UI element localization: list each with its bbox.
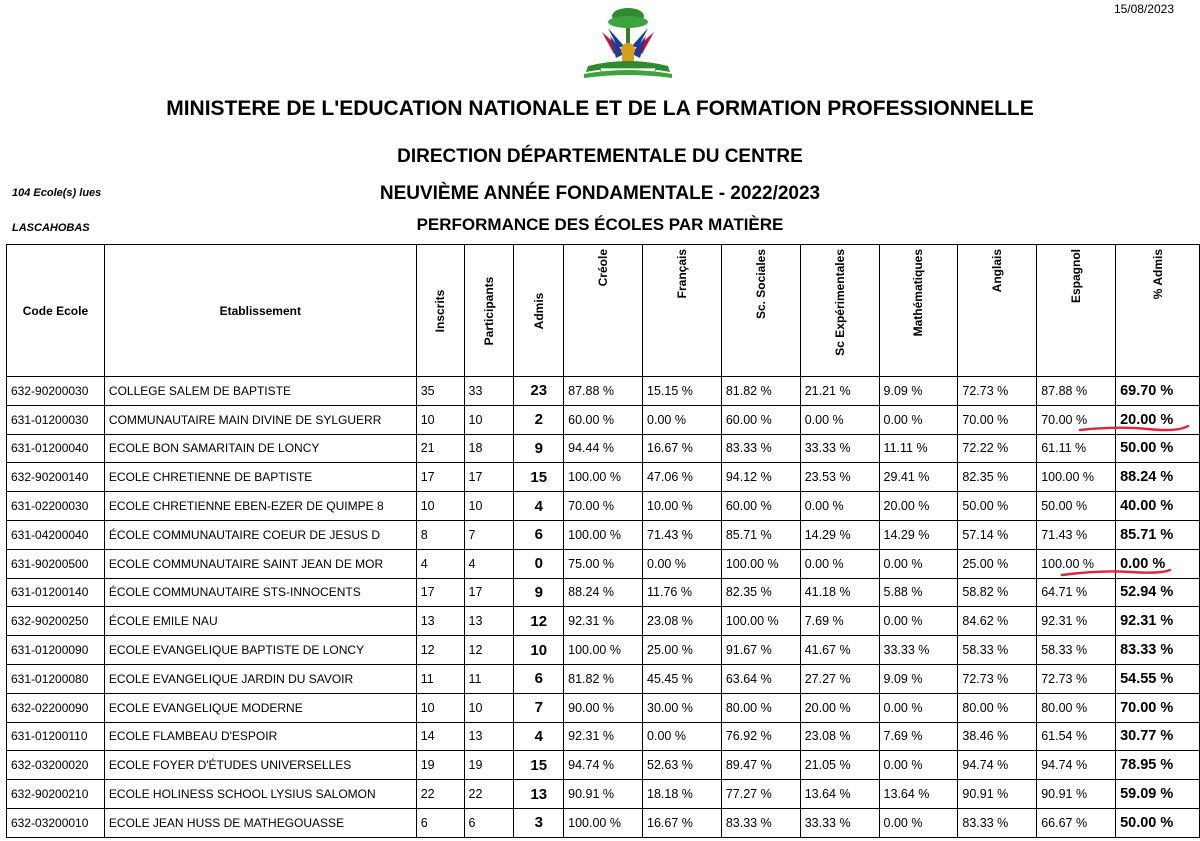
cell-sc-sociales: 89.47 % <box>721 751 800 780</box>
cell-mathematiques: 0.00 % <box>879 808 958 837</box>
col-header-anglais: Anglais <box>958 245 1037 377</box>
cell-participants: 18 <box>464 434 514 463</box>
cell-participants: 33 <box>464 377 514 406</box>
cell-sc-experimentales: 0.00 % <box>800 405 879 434</box>
cell-mathematiques: 7.69 % <box>879 722 958 751</box>
cell-mathematiques: 0.00 % <box>879 405 958 434</box>
cell-espagnol: 61.54 % <box>1037 722 1116 751</box>
cell-espagnol: 80.00 % <box>1037 693 1116 722</box>
cell-espagnol: 100.00 % <box>1037 549 1116 578</box>
cell-participants: 12 <box>464 636 514 665</box>
cell-pct-admis: 0.00 % <box>1116 549 1200 578</box>
cell-inscrits: 4 <box>416 549 464 578</box>
cell-participants: 11 <box>464 664 514 693</box>
table-row <box>7 636 1200 665</box>
cell-sc-sociales: 83.33 % <box>721 808 800 837</box>
direction-title: DIRECTION DÉPARTEMENTALE DU CENTRE <box>397 146 803 167</box>
col-header-code: Code Ecole <box>7 245 105 377</box>
cell-participants: 17 <box>464 578 514 607</box>
cell-anglais: 72.73 % <box>958 377 1037 406</box>
cell-participants: 10 <box>464 492 514 521</box>
cell-sc-experimentales: 33.33 % <box>800 434 879 463</box>
cell-anglais: 90.91 % <box>958 780 1037 809</box>
cell-etablissement: ECOLE COMMUNAUTAIRE SAINT JEAN DE MOR <box>104 549 416 578</box>
cell-francais: 25.00 % <box>643 636 722 665</box>
cell-code: 632-90200140 <box>7 463 105 492</box>
cell-mathematiques: 9.09 % <box>879 377 958 406</box>
cell-espagnol: 70.00 % <box>1037 405 1116 434</box>
cell-inscrits: 13 <box>416 607 464 636</box>
cell-francais: 30.00 % <box>643 693 722 722</box>
cell-participants: 7 <box>464 520 514 549</box>
cell-sc-experimentales: 0.00 % <box>800 549 879 578</box>
cell-admis: 2 <box>514 405 564 434</box>
cell-pct-admis: 85.71 % <box>1116 520 1200 549</box>
col-header-sc-experimentales: Sc Expérimentales <box>800 245 879 377</box>
cell-code: 631-01200080 <box>7 664 105 693</box>
cell-francais: 16.67 % <box>643 808 722 837</box>
cell-francais: 18.18 % <box>643 780 722 809</box>
table-row <box>7 434 1200 463</box>
cell-pct-admis: 70.00 % <box>1116 693 1200 722</box>
table-row <box>7 780 1200 809</box>
cell-mathematiques: 33.33 % <box>879 636 958 665</box>
cell-admis: 13 <box>514 780 564 809</box>
cell-admis: 15 <box>514 463 564 492</box>
col-header-creole: Créole <box>564 245 643 377</box>
cell-admis: 15 <box>514 751 564 780</box>
cell-creole: 81.82 % <box>564 664 643 693</box>
col-header-admis: Admis <box>514 245 564 377</box>
cell-etablissement: ÉCOLE EMILE NAU <box>104 607 416 636</box>
cell-pct-admis: 52.94 % <box>1116 578 1200 607</box>
cell-anglais: 84.62 % <box>958 607 1037 636</box>
level-year-title: NEUVIÈME ANNÉE FONDAMENTALE - 2022/2023 <box>379 183 821 204</box>
cell-etablissement: ECOLE FOYER D'ÉTUDES UNIVERSELLES <box>104 751 416 780</box>
cell-sc-sociales: 63.64 % <box>721 664 800 693</box>
cell-code: 632-03200020 <box>7 751 105 780</box>
cell-creole: 90.00 % <box>564 693 643 722</box>
table-row <box>7 549 1200 578</box>
cell-anglais: 72.22 % <box>958 434 1037 463</box>
cell-sc-sociales: 82.35 % <box>721 578 800 607</box>
cell-espagnol: 90.91 % <box>1037 780 1116 809</box>
cell-admis: 6 <box>514 520 564 549</box>
cell-sc-sociales: 60.00 % <box>721 405 800 434</box>
cell-espagnol: 92.31 % <box>1037 607 1116 636</box>
cell-participants: 17 <box>464 463 514 492</box>
cell-mathematiques: 14.29 % <box>879 520 958 549</box>
cell-espagnol: 66.67 % <box>1037 808 1116 837</box>
ministry-title: MINISTERE DE L'EDUCATION NATIONALE ET DE LA FORMATION PROFESSIONNELLE <box>166 97 1034 120</box>
cell-inscrits: 21 <box>416 434 464 463</box>
col-header-inscrits: Inscrits <box>416 245 464 377</box>
cell-admis: 4 <box>514 722 564 751</box>
cell-espagnol: 72.73 % <box>1037 664 1116 693</box>
cell-inscrits: 22 <box>416 780 464 809</box>
cell-etablissement: ECOLE EVANGELIQUE MODERNE <box>104 693 416 722</box>
cell-etablissement: ECOLE JEAN HUSS DE MATHEGOUASSE <box>104 808 416 837</box>
performance-table <box>6 244 1200 838</box>
cell-participants: 6 <box>464 808 514 837</box>
cell-anglais: 72.73 % <box>958 664 1037 693</box>
cell-anglais: 50.00 % <box>958 492 1037 521</box>
cell-espagnol: 100.00 % <box>1037 463 1116 492</box>
cell-etablissement: ECOLE HOLINESS SCHOOL LYSIUS SALOMON <box>104 780 416 809</box>
cell-participants: 22 <box>464 780 514 809</box>
cell-mathematiques: 5.88 % <box>879 578 958 607</box>
cell-code: 632-90200250 <box>7 607 105 636</box>
cell-etablissement: ECOLE CHRETIENNE EBEN-EZER DE QUIMPE 8 <box>104 492 416 521</box>
cell-admis: 3 <box>514 808 564 837</box>
cell-code: 632-02200090 <box>7 693 105 722</box>
cell-anglais: 58.33 % <box>958 636 1037 665</box>
table-row <box>7 492 1200 521</box>
cell-admis: 10 <box>514 636 564 665</box>
cell-sc-sociales: 100.00 % <box>721 549 800 578</box>
cell-inscrits: 10 <box>416 405 464 434</box>
cell-pct-admis: 54.55 % <box>1116 664 1200 693</box>
cell-francais: 45.45 % <box>643 664 722 693</box>
cell-etablissement: COLLEGE SALEM DE BAPTISTE <box>104 377 416 406</box>
cell-admis: 6 <box>514 664 564 693</box>
cell-mathematiques: 9.09 % <box>879 664 958 693</box>
cell-code: 631-01200040 <box>7 434 105 463</box>
cell-inscrits: 8 <box>416 520 464 549</box>
cell-code: 631-01200140 <box>7 578 105 607</box>
cell-admis: 9 <box>514 578 564 607</box>
cell-francais: 0.00 % <box>643 722 722 751</box>
haiti-coat-of-arms-icon <box>578 6 678 84</box>
annotation-underline-2 <box>1060 563 1172 579</box>
cell-participants: 13 <box>464 607 514 636</box>
table-row <box>7 377 1200 406</box>
col-header-sc-sociales: Sc. Sociales <box>721 245 800 377</box>
col-header-etablissement: Etablissement <box>104 245 416 377</box>
cell-espagnol: 94.74 % <box>1037 751 1116 780</box>
cell-creole: 88.24 % <box>564 578 643 607</box>
cell-anglais: 83.33 % <box>958 808 1037 837</box>
cell-francais: 0.00 % <box>643 405 722 434</box>
cell-mathematiques: 20.00 % <box>879 492 958 521</box>
cell-sc-sociales: 77.27 % <box>721 780 800 809</box>
cell-code: 631-02200030 <box>7 492 105 521</box>
cell-francais: 16.67 % <box>643 434 722 463</box>
cell-espagnol: 61.11 % <box>1037 434 1116 463</box>
cell-code: 632-90200030 <box>7 377 105 406</box>
table-row <box>7 808 1200 837</box>
cell-creole: 94.74 % <box>564 751 643 780</box>
annotation-underline-1 <box>1078 420 1190 436</box>
cell-code: 632-03200010 <box>7 808 105 837</box>
table-row <box>7 520 1200 549</box>
cell-pct-admis: 20.00 % <box>1116 405 1200 434</box>
cell-mathematiques: 29.41 % <box>879 463 958 492</box>
report-title: PERFORMANCE DES ÉCOLES PAR MATIÈRE <box>416 215 784 234</box>
cell-pct-admis: 50.00 % <box>1116 434 1200 463</box>
cell-sc-experimentales: 23.53 % <box>800 463 879 492</box>
cell-admis: 23 <box>514 377 564 406</box>
cell-sc-sociales: 80.00 % <box>721 693 800 722</box>
cell-mathematiques: 0.00 % <box>879 693 958 722</box>
cell-sc-experimentales: 41.18 % <box>800 578 879 607</box>
cell-sc-experimentales: 27.27 % <box>800 664 879 693</box>
cell-inscrits: 19 <box>416 751 464 780</box>
cell-sc-experimentales: 0.00 % <box>800 492 879 521</box>
cell-admis: 7 <box>514 693 564 722</box>
cell-code: 631-01200090 <box>7 636 105 665</box>
cell-sc-experimentales: 13.64 % <box>800 780 879 809</box>
cell-espagnol: 50.00 % <box>1037 492 1116 521</box>
col-header-pct-admis: % Admis <box>1116 245 1200 377</box>
cell-sc-experimentales: 20.00 % <box>800 693 879 722</box>
print-date: 15/08/2023 <box>1113 2 1174 16</box>
cell-francais: 52.63 % <box>643 751 722 780</box>
cell-creole: 60.00 % <box>564 405 643 434</box>
cell-francais: 10.00 % <box>643 492 722 521</box>
cell-pct-admis: 30.77 % <box>1116 722 1200 751</box>
cell-code: 631-90200500 <box>7 549 105 578</box>
table-row <box>7 463 1200 492</box>
cell-sc-sociales: 85.71 % <box>721 520 800 549</box>
cell-sc-experimentales: 7.69 % <box>800 607 879 636</box>
cell-inscrits: 11 <box>416 664 464 693</box>
cell-pct-admis: 40.00 % <box>1116 492 1200 521</box>
cell-espagnol: 87.88 % <box>1037 377 1116 406</box>
cell-anglais: 80.00 % <box>958 693 1037 722</box>
cell-etablissement: ECOLE BON SAMARITAIN DE LONCY <box>104 434 416 463</box>
cell-sc-sociales: 60.00 % <box>721 492 800 521</box>
cell-francais: 11.76 % <box>643 578 722 607</box>
cell-mathematiques: 11.11 % <box>879 434 958 463</box>
cell-participants: 10 <box>464 405 514 434</box>
cell-sc-experimentales: 41.67 % <box>800 636 879 665</box>
cell-admis: 0 <box>514 549 564 578</box>
cell-creole: 75.00 % <box>564 549 643 578</box>
cell-inscrits: 17 <box>416 578 464 607</box>
table-row <box>7 664 1200 693</box>
cell-etablissement: COMMUNAUTAIRE MAIN DIVINE DE SYLGUERR <box>104 405 416 434</box>
cell-sc-experimentales: 33.33 % <box>800 808 879 837</box>
cell-inscrits: 10 <box>416 693 464 722</box>
cell-mathematiques: 0.00 % <box>879 751 958 780</box>
cell-etablissement: ÉCOLE COMMUNAUTAIRE STS-INNOCENTS <box>104 578 416 607</box>
cell-etablissement: ECOLE CHRETIENNE DE BAPTISTE <box>104 463 416 492</box>
cell-etablissement: ECOLE FLAMBEAU D'ESPOIR <box>104 722 416 751</box>
cell-admis: 4 <box>514 492 564 521</box>
cell-creole: 100.00 % <box>564 463 643 492</box>
cell-inscrits: 14 <box>416 722 464 751</box>
cell-code: 631-04200040 <box>7 520 105 549</box>
cell-admis: 9 <box>514 434 564 463</box>
cell-sc-sociales: 94.12 % <box>721 463 800 492</box>
schools-read-count: 104 Ecole(s) lues <box>12 187 102 199</box>
cell-code: 631-01200030 <box>7 405 105 434</box>
cell-pct-admis: 78.95 % <box>1116 751 1200 780</box>
cell-sc-sociales: 91.67 % <box>721 636 800 665</box>
cell-inscrits: 12 <box>416 636 464 665</box>
cell-code: 631-01200110 <box>7 722 105 751</box>
cell-creole: 100.00 % <box>564 520 643 549</box>
cell-pct-admis: 69.70 % <box>1116 377 1200 406</box>
cell-inscrits: 35 <box>416 377 464 406</box>
cell-etablissement: ÉCOLE COMMUNAUTAIRE COEUR DE JESUS D <box>104 520 416 549</box>
cell-admis: 12 <box>514 607 564 636</box>
table-row <box>7 751 1200 780</box>
cell-pct-admis: 88.24 % <box>1116 463 1200 492</box>
col-header-mathematiques: Mathématiques <box>879 245 958 377</box>
cell-sc-sociales: 76.92 % <box>721 722 800 751</box>
cell-anglais: 82.35 % <box>958 463 1037 492</box>
cell-sc-sociales: 81.82 % <box>721 377 800 406</box>
cell-participants: 4 <box>464 549 514 578</box>
cell-espagnol: 71.43 % <box>1037 520 1116 549</box>
table-row <box>7 693 1200 722</box>
cell-francais: 71.43 % <box>643 520 722 549</box>
cell-participants: 10 <box>464 693 514 722</box>
cell-participants: 19 <box>464 751 514 780</box>
cell-sc-sociales: 100.00 % <box>721 607 800 636</box>
cell-creole: 70.00 % <box>564 492 643 521</box>
cell-etablissement: ECOLE EVANGELIQUE BAPTISTE DE LONCY <box>104 636 416 665</box>
cell-creole: 92.31 % <box>564 722 643 751</box>
col-header-participants: Participants <box>464 245 514 377</box>
cell-anglais: 25.00 % <box>958 549 1037 578</box>
cell-mathematiques: 13.64 % <box>879 780 958 809</box>
cell-anglais: 70.00 % <box>958 405 1037 434</box>
cell-francais: 15.15 % <box>643 377 722 406</box>
cell-mathematiques: 0.00 % <box>879 607 958 636</box>
cell-sc-sociales: 83.33 % <box>721 434 800 463</box>
cell-mathematiques: 0.00 % <box>879 549 958 578</box>
cell-participants: 13 <box>464 722 514 751</box>
cell-francais: 23.08 % <box>643 607 722 636</box>
cell-espagnol: 64.71 % <box>1037 578 1116 607</box>
cell-etablissement: ECOLE EVANGELIQUE JARDIN DU SAVOIR <box>104 664 416 693</box>
cell-sc-experimentales: 14.29 % <box>800 520 879 549</box>
commune-name: LASCAHOBAS <box>12 222 90 234</box>
table-row <box>7 722 1200 751</box>
cell-creole: 100.00 % <box>564 808 643 837</box>
cell-creole: 94.44 % <box>564 434 643 463</box>
cell-espagnol: 58.33 % <box>1037 636 1116 665</box>
cell-code: 632-90200210 <box>7 780 105 809</box>
cell-creole: 87.88 % <box>564 377 643 406</box>
cell-creole: 100.00 % <box>564 636 643 665</box>
cell-anglais: 38.46 % <box>958 722 1037 751</box>
cell-pct-admis: 59.09 % <box>1116 780 1200 809</box>
cell-inscrits: 6 <box>416 808 464 837</box>
table-header-row <box>7 245 1200 377</box>
table-row <box>7 578 1200 607</box>
col-header-francais: Français <box>643 245 722 377</box>
cell-anglais: 94.74 % <box>958 751 1037 780</box>
cell-inscrits: 10 <box>416 492 464 521</box>
cell-anglais: 58.82 % <box>958 578 1037 607</box>
table-row <box>7 607 1200 636</box>
cell-sc-experimentales: 21.05 % <box>800 751 879 780</box>
cell-pct-admis: 83.33 % <box>1116 636 1200 665</box>
cell-sc-experimentales: 21.21 % <box>800 377 879 406</box>
cell-anglais: 57.14 % <box>958 520 1037 549</box>
cell-sc-experimentales: 23.08 % <box>800 722 879 751</box>
cell-pct-admis: 92.31 % <box>1116 607 1200 636</box>
cell-pct-admis: 50.00 % <box>1116 808 1200 837</box>
cell-inscrits: 17 <box>416 463 464 492</box>
cell-francais: 0.00 % <box>643 549 722 578</box>
cell-creole: 92.31 % <box>564 607 643 636</box>
col-header-espagnol: Espagnol <box>1037 245 1116 377</box>
cell-francais: 47.06 % <box>643 463 722 492</box>
cell-creole: 90.91 % <box>564 780 643 809</box>
table-row <box>7 405 1200 434</box>
